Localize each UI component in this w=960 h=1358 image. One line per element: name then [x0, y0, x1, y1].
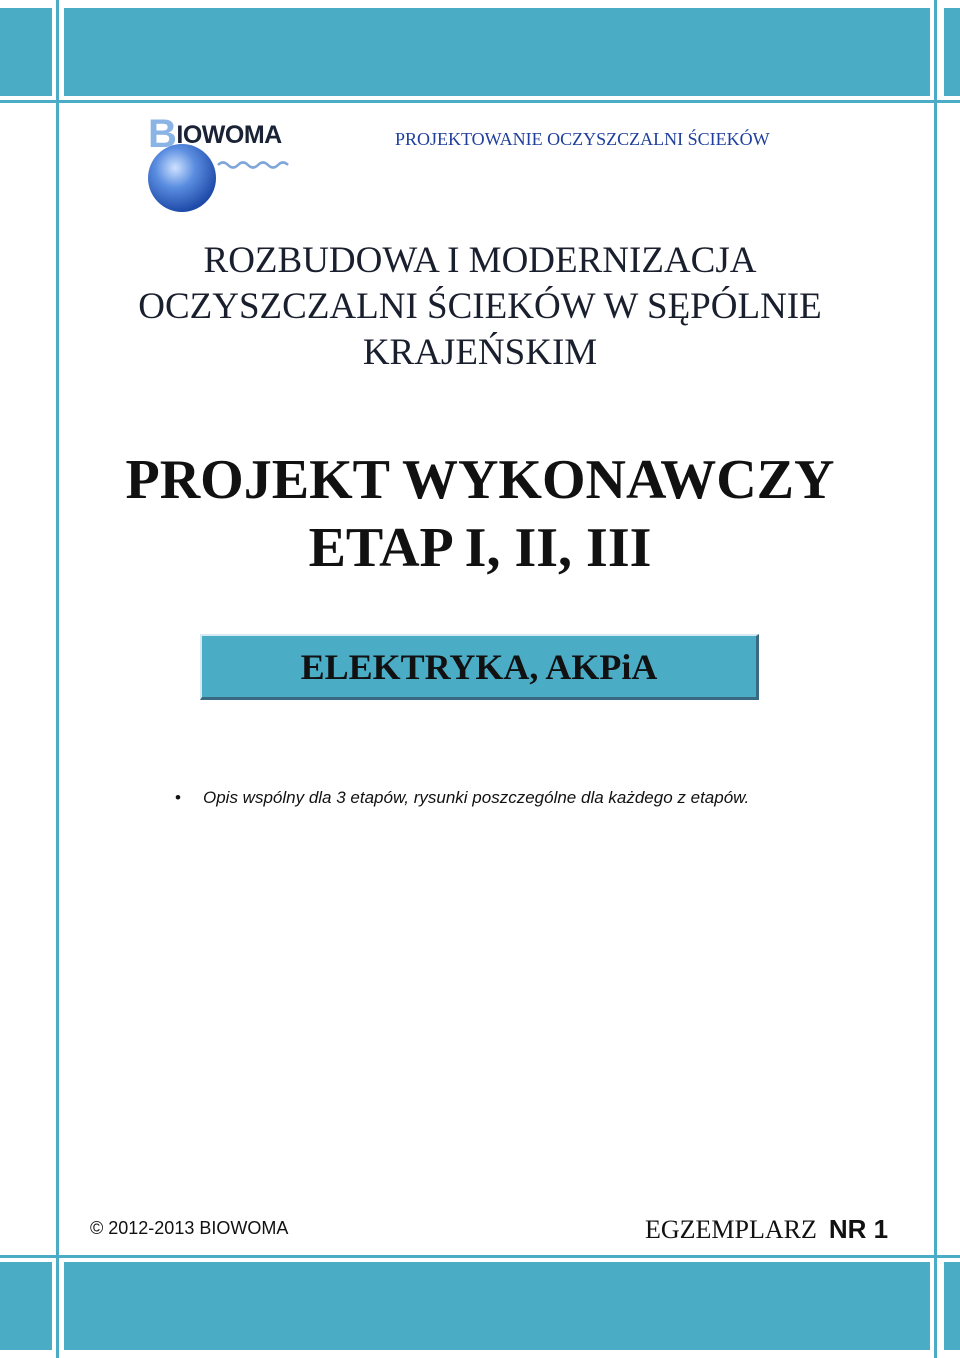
bottom-rule — [0, 1255, 960, 1258]
copy-number — [645, 1214, 888, 1245]
bottom-band — [64, 1262, 930, 1350]
note-list-item — [175, 788, 895, 808]
title-line-2: OCZYSZCZALNI ŚCIEKÓW W SĘPÓLNIE — [138, 286, 822, 327]
logo-wordmark: BIOWOMA — [148, 112, 282, 156]
header-tagline: PROJEKTOWANIE OCZYSZCZALNI ŚCIEKÓW — [395, 129, 770, 149]
section-label-box: ELEKTRYKA, AKPiA — [200, 634, 759, 700]
bottom-left-band — [0, 1262, 52, 1350]
top-left-band — [0, 8, 52, 96]
bullet-icon: • — [175, 788, 181, 807]
top-band — [64, 8, 930, 96]
top-right-band — [944, 8, 960, 96]
copy-label: EGZEMPLARZ — [645, 1215, 817, 1244]
left-rule — [56, 0, 59, 1358]
subtitle-line-1: PROJEKT WYKONAWCZY — [125, 449, 835, 511]
project-title — [60, 238, 900, 376]
subtitle-line-2: ETAP I, II, III — [308, 517, 652, 579]
top-rule — [0, 100, 960, 103]
right-rule — [934, 0, 937, 1358]
bottom-right-band — [944, 1262, 960, 1350]
note-text: Opis wspólny dla 3 etapów, rysunki poszczególne dla każdego z etapów. — [203, 788, 750, 807]
copyright-text: © 2012-2013 BIOWOMA — [90, 1218, 289, 1238]
title-line-1: ROZBUDOWA I MODERNIZACJA — [203, 240, 757, 281]
title-line-3: KRAJEŃSKIM — [362, 332, 598, 373]
copy-number-value: NR 1 — [828, 1214, 889, 1244]
project-subtitle — [60, 446, 900, 582]
